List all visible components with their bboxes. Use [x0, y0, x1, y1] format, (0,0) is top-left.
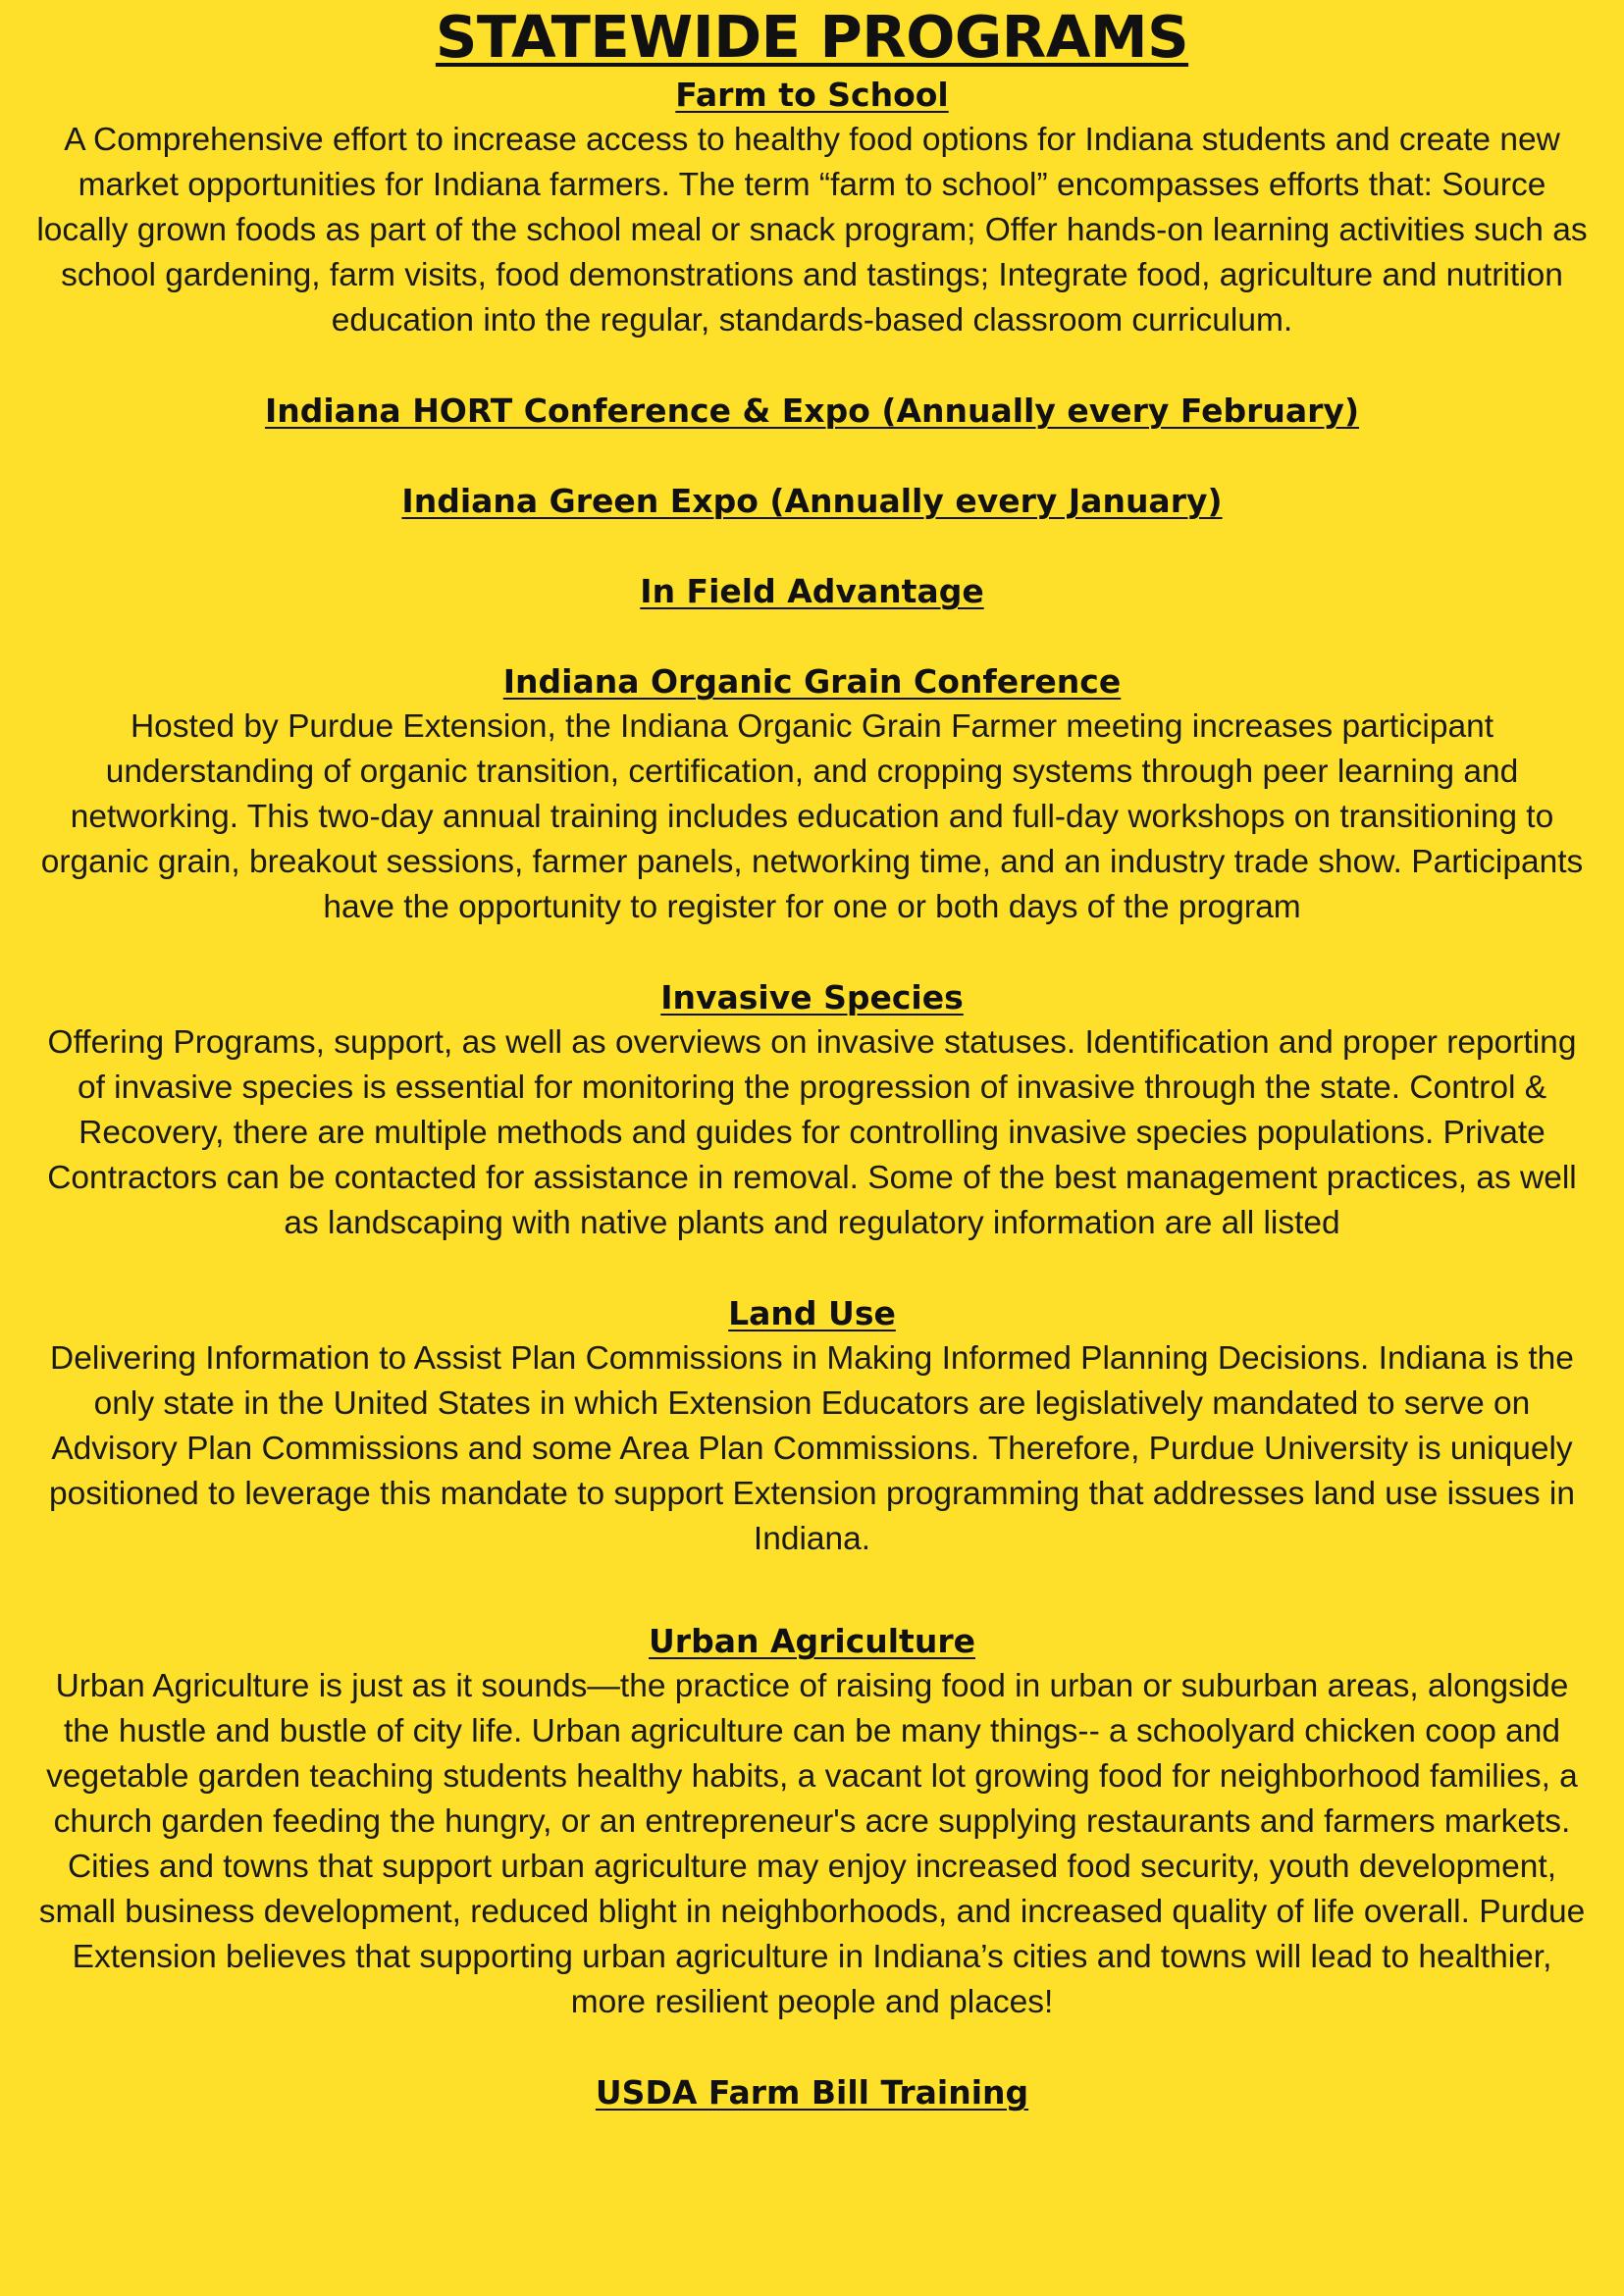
program-title: Farm to School [675, 76, 949, 114]
page-title: STATEWIDE PROGRAMS [435, 3, 1189, 71]
program-title: USDA Farm Bill Training [595, 2073, 1029, 2112]
program-description: Offering Programs, support, as well as overviews on invasive statuses. Identification and proper reporting of invasive species is essential for monitoring the progression of invasive through the state. Control & Recovery, there are multiple methods and guides for controlling invasive species populations. Private Contractors can be contacted for assistance in removal. Some of the best management practices, as well as landscaping with native plants and regulatory information are all listed [47, 1024, 1577, 1241]
program-title: Indiana Green Expo (Annually every January) [401, 482, 1223, 520]
program-description: A Comprehensive effort to increase access to healthy food options for Indiana students and create new market opportunities for Indiana farmers. The term “farm to school” encompasses efforts that: Source locally grown foods as part of the school meal or snack program; Offer hands-on learning activities such as school gardening, farm visits, food demonstrations and tastings; Integrate food, agriculture and nutrition education into the regular, standards-based classroom curriculum. [36, 122, 1588, 339]
program-farm-to-school [35, 73, 1589, 343]
program-title: Indiana Organic Grain Conference [502, 662, 1122, 701]
program-description: Urban Agriculture is just as it sounds—the practice of raising food in urban or suburban areas, alongside the hustle and bustle of city life. Urban agriculture can be many things-- a schoolyard chicken coop and vegetable garden teaching students healthy habits, a vacant lot growing food for neighborhood families, a church garden feeding the hungry, or an entrepreneur's acre supplying restaurants and farmers markets. Cities and towns that support urban agriculture may enjoy increased food security, youth development, small business development, reduced blight in neighborhoods, and increased quality of life overall. Purdue Extension believes that supporting urban agriculture in Indiana’s cities and towns will lead to healthier, more resilient people and places! [38, 1668, 1586, 2020]
program-urban-agriculture [35, 1619, 1589, 2025]
program-invasive-species [35, 975, 1589, 1246]
program-title: Land Use [728, 1294, 896, 1332]
program-description: Delivering Information to Assist Plan Commissions in Making Informed Planning Decisions. Indiana is the only state in the United States in which Extension Educators are legislatively mandated to serve on Advisory Plan Commissions and some Area Plan Commissions. Therefore, Purdue University is uniquely positioned to leverage this mandate to support Extension programming that addresses land use issues in Indiana. [49, 1340, 1575, 1557]
program-title: Indiana HORT Conference & Expo (Annually every February) [264, 391, 1360, 430]
program-organic-grain-conference [35, 659, 1589, 930]
program-land-use [35, 1291, 1589, 1562]
program-in-field-advantage [35, 569, 1589, 614]
program-hort-conference [35, 389, 1589, 434]
program-title: In Field Advantage [640, 572, 984, 610]
program-description: Hosted by Purdue Extension, the Indiana Organic Grain Farmer meeting increases participant understanding of organic transition, certification, and cropping systems through peer learning and networking. This two-day annual training includes education and full-day workshops on transitioning to organic grain, breakout sessions, farmer panels, networking time, and an industry trade show. Participants have the opportunity to register for one or both days of the program [40, 708, 1584, 925]
program-title: Urban Agriculture [649, 1622, 975, 1660]
program-green-expo [35, 479, 1589, 524]
program-usda-farm-bill-training [35, 2070, 1589, 2115]
program-title: Invasive Species [660, 978, 964, 1017]
